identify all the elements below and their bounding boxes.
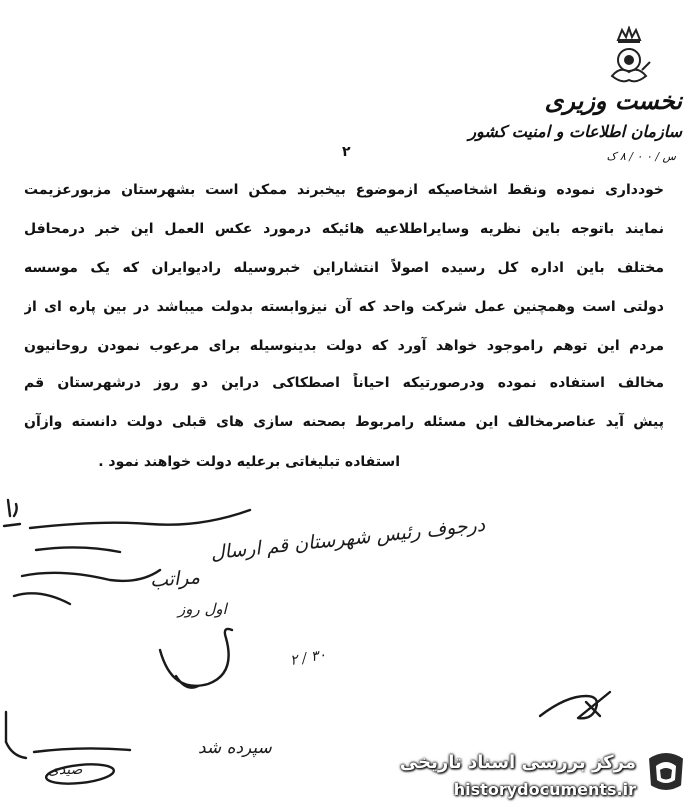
reference-number: س / ۰ ۰ / ۸ ک <box>606 150 676 163</box>
body-line: نمایند باتوجه باین نظریه وسایراطلاعیه هائیکه درمورد عکس العمل این خبر درمحافل <box>24 221 664 237</box>
watermark-title: مرکز بررسی اسناد تاریخی <box>399 752 636 773</box>
handwritten-number: ۳۰ / ۲ <box>288 646 328 670</box>
office-title: نخست وزیری <box>544 86 682 115</box>
organization-title: سازمان اطلاعات و امنیت کشور <box>468 122 682 141</box>
body-line: دولتی است وهمچنین عمل شرکت واحد که آن نیزوابسته بدولت میباشد در بین پاره ای از <box>24 299 664 315</box>
lion-and-sun-emblem-icon <box>606 26 652 88</box>
handwritten-note: اول روز <box>178 600 227 618</box>
handwritten-note: درجوف رئیس شهرستان قم ارسال <box>209 513 487 565</box>
body-line: پیش آید عناصرمخالف این مسئله رامربوط بصحنه سازی های قبلی دولت دانسته وازآن <box>24 414 664 430</box>
handwritten-note: سپرده شد <box>198 738 272 758</box>
handwritten-note: مراتب <box>149 566 201 592</box>
body-line: مخالف استفاده نموده ودرصورتیکه احیاناً اصطکاکی دراین دو روز درشهرستان قم <box>24 375 664 391</box>
body-line: خودداری نموده ونقط اشخاصیکه ازموضوع بیخبرند ممکن است بشهرستان مزبورعزیمت <box>24 182 664 198</box>
archive-logo-icon <box>642 748 690 796</box>
body-line: استفاده تبلیغاتی برعلیه دولت خواهند نمود . <box>98 454 400 470</box>
body-line: مردم این توهم راموجود خواهد آورد که دولت بدینوسیله برای مرعوب نمودن روحانیون <box>24 338 664 354</box>
body-line: مختلف باین اداره کل رسیده اصولاً انتشاراین خبروسیله رادیوایران که یک موسسه <box>24 260 664 276</box>
watermark-url: historydocuments.ir <box>453 780 636 799</box>
page-number: ۲ <box>342 144 351 160</box>
handwritten-note: صیدی <box>48 762 83 778</box>
